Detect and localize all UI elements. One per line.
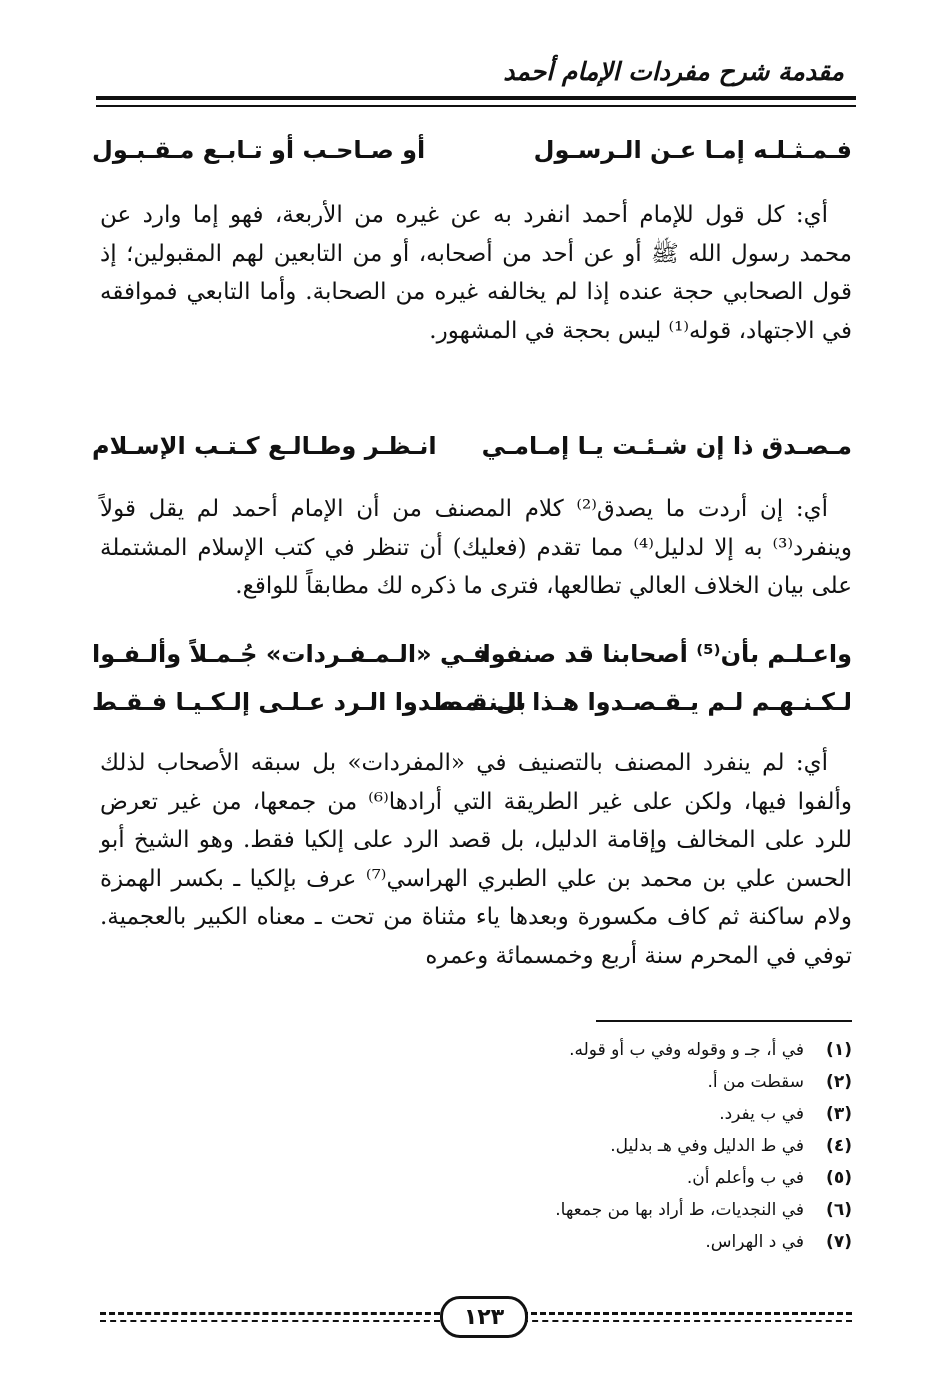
footnote-text: في ب يفرد. bbox=[719, 1104, 804, 1124]
commentary-text-1: أي: كل قول للإمام أحمد انفرد به عن غيره من الأربعة، فهو إما وارد عن محمد رسول الله ﷺ أو عن أحد من أصحابه، أو من التابعين لهم المقبولين؛ إذ قول الصحابي حجة عنده إذا لم يخالفه غيره من الصحابة. وأما التابعي فموافقه في الاجتهاد، قوله⁽¹⁾ ليس بحجة في المشهور. bbox=[100, 202, 852, 344]
running-title: مقدمة شرح مفردات الإمام أحمد bbox=[503, 57, 844, 86]
footer-dashed-rule-left-lower bbox=[100, 1320, 440, 1322]
footnote-separator bbox=[596, 1020, 852, 1022]
footnote-number: (٦) bbox=[826, 1200, 852, 1220]
verse-1 bbox=[92, 128, 852, 172]
header-rule-thin bbox=[96, 105, 856, 107]
footnote-item bbox=[92, 1098, 852, 1130]
verse-3 bbox=[92, 632, 852, 676]
verse-1-first-hemistich: فـمـثـلـه إمـا عـن الـرسـول bbox=[533, 136, 852, 164]
footnote-item bbox=[92, 1162, 852, 1194]
footer-dashed-rule-left bbox=[100, 1312, 440, 1315]
footer-dashed-rule-right-lower bbox=[522, 1320, 852, 1322]
footnote-number: (٢) bbox=[826, 1072, 852, 1092]
commentary-text-3: أي: لم ينفرد المصنف بالتصنيف في «المفردات» بل سبقه الأصحاب لذلك وألفوا فيها، ولكن على غير الطريقة التي أرادها⁽⁶⁾ من جمعها، من غير تعرض للرد على المخالف وإقامة الدليل، بل قصد الرد على إلكيا فقط. وهو الشيخ أبو الحسن علي بن محمد بن علي الطبري الهراسي⁽⁷⁾ عرف بإلكيا ـ بكسر الهمزة ولام ساكنة ثم كاف مكسورة وبعدها ياء مثناة من تحت ـ معناه الكبير بالعجمية. توفي في المحرم سنة أربع وخمسمائة وعمره bbox=[100, 750, 852, 969]
footnote-item bbox=[92, 1226, 852, 1258]
footnote-number: (٤) bbox=[826, 1136, 852, 1156]
verse-3-second-hemistich: فـي «الـمـفـردات» جُـمـلاً وألـفـوا bbox=[92, 640, 489, 668]
verse-4-first-hemistich: لـكـنـهـم لـم يـقـصـدوا هـذا الـنـمـط bbox=[430, 688, 852, 716]
footnote-text: سقطت من أ. bbox=[707, 1072, 804, 1092]
verse-2 bbox=[92, 424, 852, 468]
footnote-item bbox=[92, 1066, 852, 1098]
verse-4 bbox=[92, 680, 852, 724]
commentary-text-2: أي: إن أردت ما يصدق⁽²⁾ كلام المصنف من أن الإمام أحمد لم يقل قولاً وينفرد⁽³⁾ به إلا لدليل⁽⁴⁾ مما تقدم (فعليك) أن تنظر في كتب الإسلام المشتملة على بيان الخلاف العالي تطالعها، فترى ما ذكره لك مطابقاً للواقع. bbox=[100, 496, 852, 599]
footnote-text: في د الهراس. bbox=[705, 1232, 804, 1252]
footnote-text: في أ، جـ و وقوله وفي ب أو قوله. bbox=[569, 1040, 804, 1060]
footnote-text: في ط الدليل وفي هـ بدليل. bbox=[610, 1136, 804, 1156]
footnote-item bbox=[92, 1130, 852, 1162]
footer-dashed-rule-right bbox=[522, 1312, 852, 1315]
header-rule-thick bbox=[96, 96, 856, 100]
verse-4-second-hemistich: بل قـصـدوا الـرد عـلـى إلـكـيـا فـقـط bbox=[92, 688, 527, 716]
page-number-badge bbox=[440, 1296, 528, 1338]
page-number: ١٢٣ bbox=[463, 1304, 505, 1330]
commentary-paragraph-3 bbox=[100, 744, 852, 975]
footnote-number: (٧) bbox=[826, 1232, 852, 1252]
verse-2-first-hemistich: مـصـدق ذا إن شـئـت يـا إمـامـي bbox=[481, 432, 852, 460]
footnote-item bbox=[92, 1034, 852, 1066]
footnote-text: في النجديات، ط أراد بها من جمعها. bbox=[555, 1200, 804, 1220]
footnotes-list bbox=[92, 1034, 852, 1258]
footnote-number: (٥) bbox=[826, 1168, 852, 1188]
footnote-number: (٣) bbox=[826, 1104, 852, 1124]
commentary-paragraph-2 bbox=[100, 490, 852, 606]
verse-3-first-hemistich: واعـلـم بأن⁽⁵⁾ أصحابنا قد صنفوا bbox=[482, 640, 852, 668]
footnote-text: في ب وأعلم أن. bbox=[686, 1168, 804, 1188]
verse-2-second-hemistich: انـظـر وطـالـع كـتـب الإسـلام bbox=[92, 432, 437, 460]
footnote-number: (١) bbox=[826, 1040, 852, 1060]
verse-1-second-hemistich: أو صـاحـب أو تـابـع مـقـبـول bbox=[92, 136, 426, 164]
footnote-item bbox=[92, 1194, 852, 1226]
commentary-paragraph-1 bbox=[100, 196, 852, 350]
